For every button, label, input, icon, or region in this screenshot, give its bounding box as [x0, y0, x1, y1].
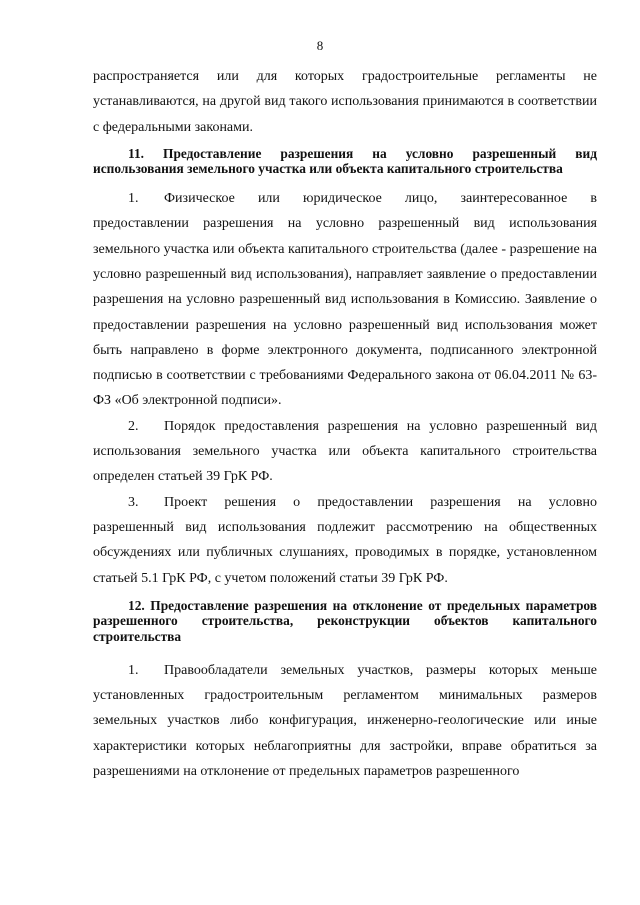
intro-paragraph: распространяется или для которых градостроительные регламенты не устанавливаются, на другой вид такого использования принимаются в соответствии с федеральными законами.	[93, 69, 597, 135]
item-text: Проект решения о предоставлении разрешения на условно разрешенный вид использования подлежит рассмотрению на общественных обсуждениях или публичных слушаниях, проводимых в порядке, установленном статьей 5.1 ГрК РФ, с учетом положений статьи 39 ГрК РФ.	[93, 494, 597, 586]
section-11-item-2	[93, 414, 597, 490]
item-text: Порядок предоставления разрешения на условно разрешенный вид использования земельного участка или объекта капитального строительства определен статьей 39 ГрК РФ.	[93, 418, 597, 485]
item-number: 1.	[128, 191, 139, 207]
page-number: 8	[316, 38, 324, 53]
item-text: Правообладатели земельных участков, размеры которых меньше установленных градостроительным регламентом минимальных размеров земельных участков либо конфигурация, инженерно-геологические или иные характеристики которых неблагоприятны для застройки, вправе обратиться за разрешениями на отклонение от предельных параметров разрешенного	[93, 662, 597, 779]
section-12-heading: 12. Предоставление разрешения на отклонение от предельных параметров разрешенного строительства, реконструкции объектов капитального строительства	[93, 597, 597, 645]
item-number: 2.	[128, 418, 139, 434]
section-11-heading: 11. Предоставление разрешения на условно разрешенный вид использования земельного участка или объекта капитального строительства	[93, 145, 597, 177]
section-11-item-3	[93, 490, 597, 591]
item-number: 3.	[128, 494, 139, 510]
item-number: 1.	[128, 662, 139, 678]
section-12-item-1	[93, 658, 597, 784]
page-content	[93, 64, 597, 784]
section-11-item-1	[93, 186, 597, 414]
item-text: Физическое или юридическое лицо, заинтересованное в предоставлении разрешения на условно разрешенный вид использования земельного участка или объекта капитального строительства (далее - разрешение на условно разрешенный вид использования), направляет заявление о предоставлении разрешения на условно разрешенный вид использования в Комиссию. Заявление о предоставлении разрешения на условно разрешенный вид использования может быть направлено в форме электронного документа, подписанного электронной подписью в соответствии с требованиями Федерального закона от 06.04.2011 № 63-ФЗ «Об электронной подписи».	[93, 191, 597, 409]
